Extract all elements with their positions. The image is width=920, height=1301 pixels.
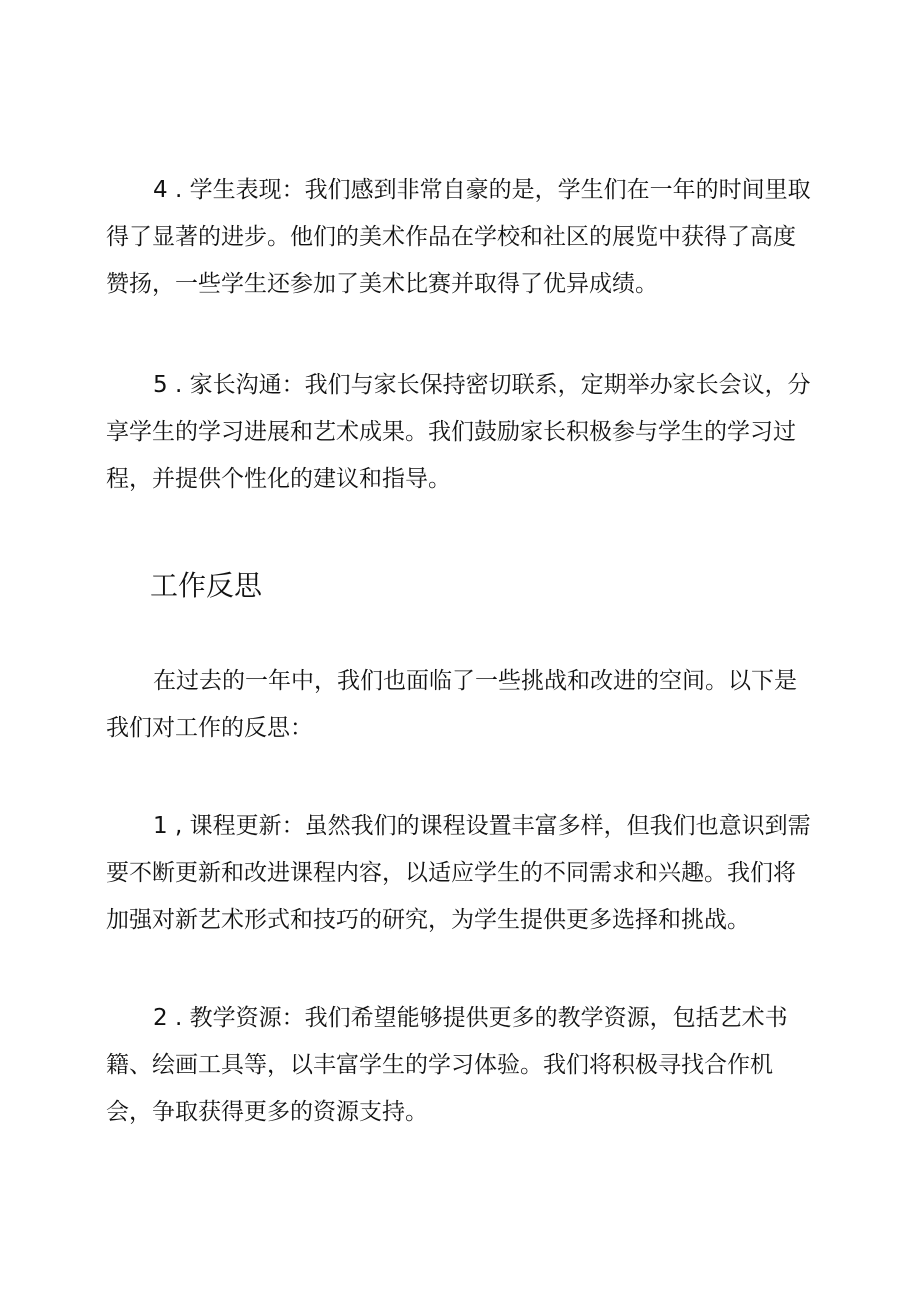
paragraph-parent-communication <box>106 362 822 503</box>
paragraph-line: 我们对工作的反思： <box>106 715 313 741</box>
paragraph-line: 赞扬，一些学生还参加了美术比赛并取得了优异成绩。 <box>106 271 658 297</box>
paragraph-line: 享学生的学习进展和艺术成果。我们鼓励家长积极参与学生的学习过 <box>106 419 796 445</box>
paragraph-student-performance <box>106 167 822 308</box>
paragraph-line: 会，争取获得更多的资源支持。 <box>106 1099 428 1125</box>
paragraph-line: 5 . 家长沟通：我们与家长保持密切联系，定期举办家长会议，分 <box>153 372 811 398</box>
paragraph-line: 籍、绘画工具等，以丰富学生的学习体验。我们将积极寻找合作机 <box>106 1052 773 1078</box>
section-heading: 工作反思 <box>150 569 263 602</box>
paragraph-line: 得了显著的进步。他们的美术作品在学校和社区的展览中获得了高度 <box>106 224 796 250</box>
paragraph-line: 要不断更新和改进课程内容，以适应学生的不同需求和兴趣。我们将 <box>106 860 796 886</box>
paragraph-line: 4 . 学生表现：我们感到非常自豪的是，学生们在一年的时间里取 <box>153 177 811 203</box>
paragraph-teaching-resources <box>106 995 822 1136</box>
paragraph-curriculum-update <box>106 803 822 944</box>
paragraph-line: 1 , 课程更新：虽然我们的课程设置丰富多样，但我们也意识到需 <box>153 813 811 839</box>
paragraph-reflection-intro <box>106 658 822 752</box>
paragraph-line: 2 . 教学资源：我们希望能够提供更多的教学资源，包括艺术书 <box>153 1005 788 1031</box>
paragraph-line: 程，并提供个性化的建议和指导。 <box>106 466 451 492</box>
paragraph-line: 加强对新艺术形式和技巧的研究，为学生提供更多选择和挑战。 <box>106 907 750 933</box>
paragraph-line: 在过去的一年中，我们也面临了一些挑战和改进的空间。以下是 <box>153 668 797 694</box>
